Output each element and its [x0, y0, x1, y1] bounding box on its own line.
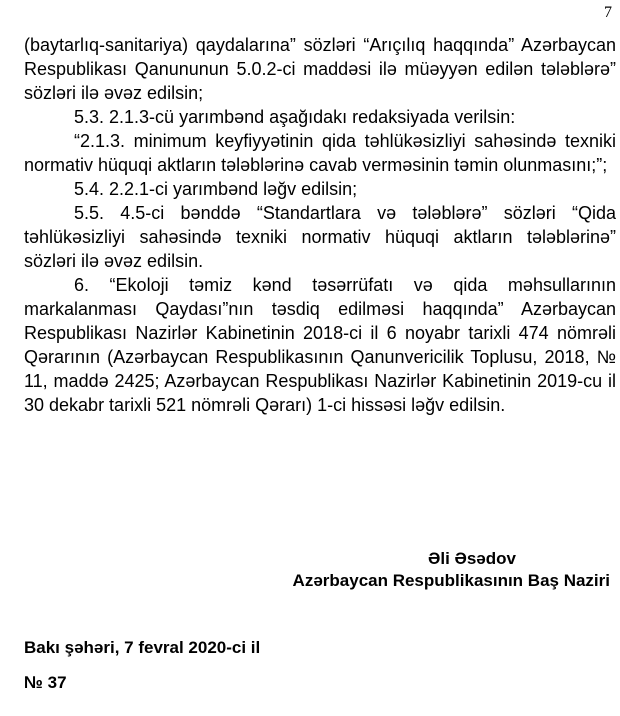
paragraph-5-3: 5.3. 2.1.3-cü yarımbənd aşağıdakı redaksiyada verilsin:: [74, 107, 516, 127]
place-date: Bakı şəhəri, 7 fevral 2020-ci il: [24, 638, 261, 657]
signature-block: [293, 548, 610, 592]
page-number: 7: [604, 4, 612, 21]
signatory-name: Əli Əsədov: [428, 549, 516, 568]
document-number: № 37: [24, 673, 67, 692]
paragraph-6: 6. “Ekoloji təmiz kənd təsərrüfatı və qida məhsullarının markalanması Qaydası”nın təsdiq edilməsi haqqında” Azərbaycan Respublikası Nazirlər Kabinetinin 2018-ci il 6 noyabr tarixli 474 nömrəli Qərarının (Azərbaycan Respublikasının Qanunvericilik Toplusu, 2018, № 11, maddə 2425; Azərbaycan Respublikası Nazirlər Kabinetinin 2019-cu il 30 dekabr tarixli 521 nömrəli Qərarı) 1-ci hissəsi ləğv edilsin.: [24, 275, 616, 415]
paragraph-5-4: 5.4. 2.2.1-ci yarımbənd ləğv edilsin;: [74, 179, 358, 199]
paragraph-quote-2-1-3: “2.1.3. minimum keyfiyyətinin qida təhlükəsizliyi sahəsində texniki normativ hüquqi aktların tələblərinə cavab verməsinin təmin olunmasını;”;: [24, 131, 616, 175]
paragraph-5-5: 5.5. 4.5-ci bənddə “Standartlara və tələblərə” sözləri “Qida təhlükəsizliyi sahəsində texniki normativ hüquqi aktların tələblərinə” sözləri ilə əvəz edilsin.: [24, 203, 616, 271]
paragraph-continuation: (baytarlıq-sanitariya) qaydalarına” sözləri “Arıçılıq haqqında” Azərbaycan Respublikası Qanununun 5.0.2-ci maddəsi ilə müəyyən edilən tələblərə” sözləri ilə əvəz edilsin;: [24, 35, 616, 103]
document-body: [24, 33, 616, 417]
signatory-title: Azərbaycan Respublikasının Baş Naziri: [292, 571, 610, 590]
